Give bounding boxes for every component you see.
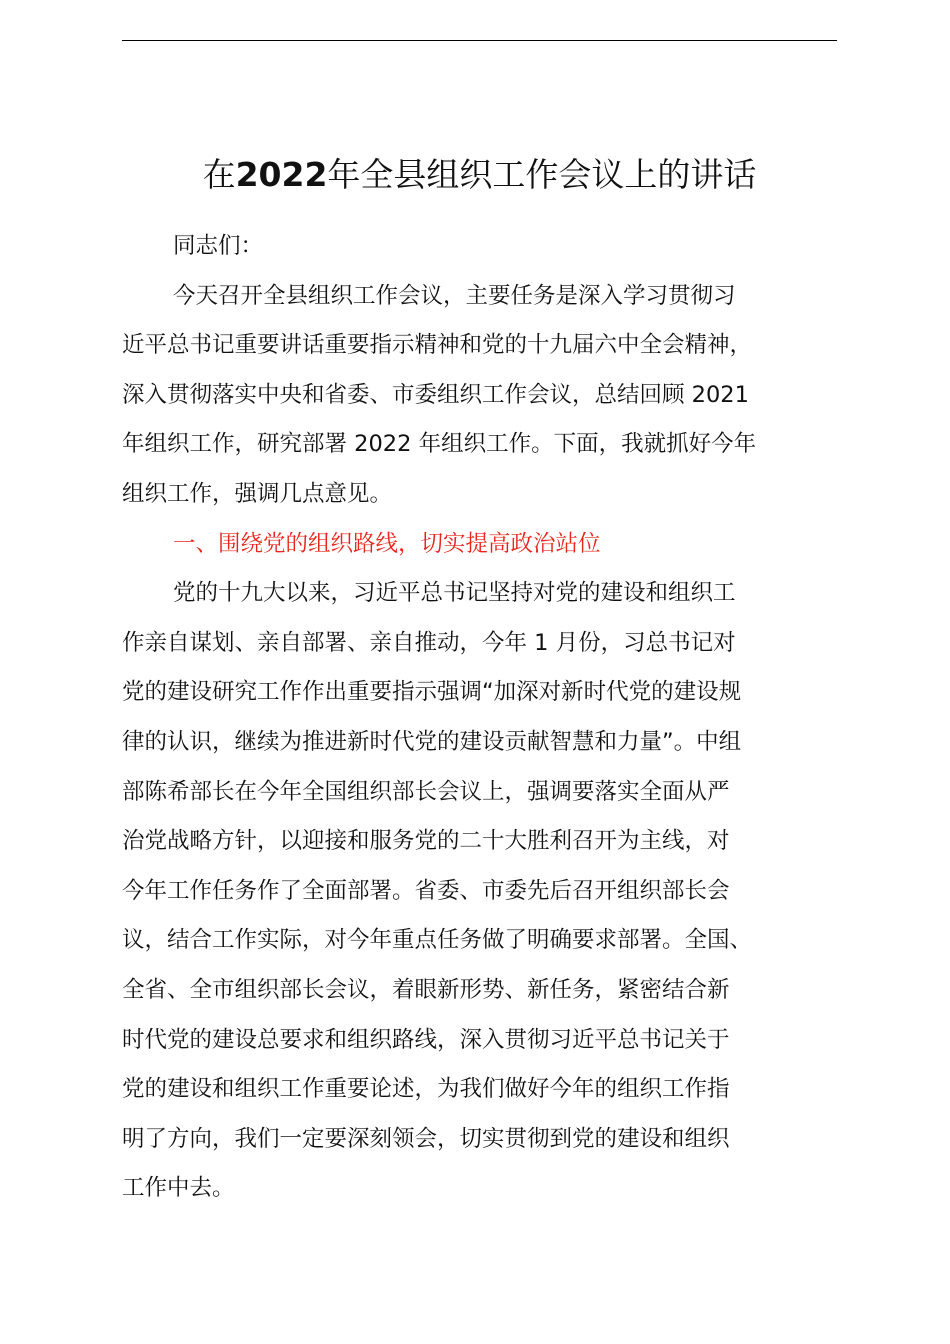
- document-title: [122, 150, 837, 200]
- header-rule: [122, 40, 837, 41]
- paragraph-line: 今年工作任务作了全面部署。省委、市委先后召开组织部长会: [122, 877, 730, 904]
- paragraph-line: 治党战略方针，以迎接和服务党的二十大胜利召开为主线，对: [122, 828, 730, 855]
- salutation: 同志们：: [173, 233, 264, 259]
- paragraph-line: 党的十九大以来，习近平总书记坚持对党的建设和组织工: [173, 580, 736, 607]
- paragraph-line: 组织工作，强调几点意见。: [122, 480, 393, 507]
- paragraph-line: 作亲自谋划、亲自部署、亲自推动，今年 1 月份，习总书记对: [122, 629, 736, 656]
- section-heading: 一、围绕党的组织路线，切实提高政治站位: [173, 530, 601, 557]
- paragraph-line: 今天召开全县组织工作会议，主要任务是深入学习贯彻习: [173, 282, 736, 309]
- title-suffix: 年全县组织工作会议上的讲话: [327, 155, 757, 194]
- paragraph-line: 党的建设和组织工作重要论述，为我们做好今年的组织工作指: [122, 1076, 730, 1103]
- title-prefix: 在: [202, 155, 236, 194]
- paragraph-line: 近平总书记重要讲话重要指示精神和党的十九届六中全会精神，: [122, 332, 753, 359]
- paragraph-line: 深入贯彻落实中央和省委、市委组织工作会议，总结回顾 2021: [122, 381, 749, 408]
- paragraph-line: 工作中去。: [122, 1175, 235, 1202]
- paragraph-line: 明了方向，我们一定要深刻领会，切实贯彻到党的建设和组织: [122, 1125, 730, 1152]
- title-year: 2022: [235, 155, 328, 194]
- paragraph-line: 全省、全市组织部长会议，着眼新形势、新任务，紧密结合新: [122, 976, 730, 1003]
- paragraph-line: 年组织工作，研究部署 2022 年组织工作。下面，我就抓好今年: [122, 431, 757, 458]
- paragraph-line: 律的认识，继续为推进新时代党的建设贡献智慧和力量”。中组: [122, 728, 742, 755]
- paragraph-line: 部陈希部长在今年全国组织部长会议上，强调要落实全面从严: [122, 778, 730, 805]
- paragraph-line: 议，结合工作实际，对今年重点任务做了明确要求部署。全国、: [122, 927, 753, 954]
- document-body: [122, 222, 847, 1214]
- paragraph-line: 时代党的建设总要求和组织路线，深入贯彻习近平总书记关于: [122, 1026, 730, 1053]
- paragraph-line: 党的建设研究工作作出重要指示强调“加深对新时代党的建设规: [122, 679, 742, 706]
